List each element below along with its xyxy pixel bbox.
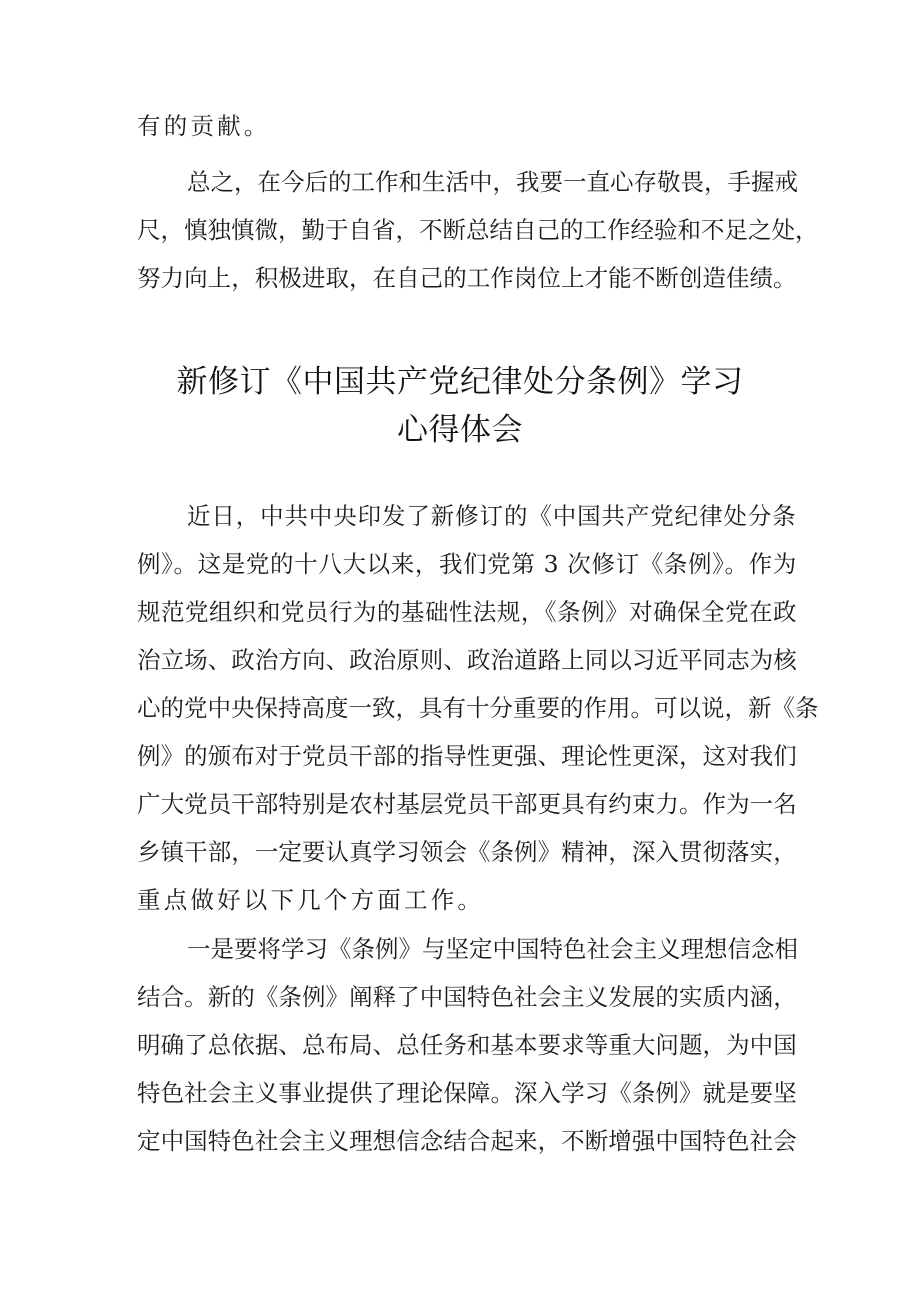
intro-continuation — [137, 102, 797, 150]
paragraph-line: 有的贡献。 — [137, 112, 271, 140]
paragraph-line: 例》的颁布对于党员干部的指导性更强、理论性更深，这对我们 — [137, 742, 797, 770]
article-title-line-1: 新修订《中国共产党纪律处分条例》学习 — [176, 364, 744, 400]
paragraph-line: 广大党员干部特别是农村基层党员干部更具有约束力。作为一名 — [137, 790, 797, 818]
paragraph-line: 重点做好以下几个方面工作。 — [137, 886, 485, 914]
body-paragraph-1 — [137, 492, 819, 924]
paragraph-line: 明确了总依据、总布局、总任务和基本要求等重大问题，为中国 — [137, 1031, 797, 1059]
paragraph-line: 总之，在今后的工作和生活中，我要一直心存敬畏，手握戒 — [187, 168, 798, 196]
paragraph-line: 规范党组织和党员行为的基础性法规，《条例》对确保全党在政 — [137, 598, 798, 626]
paragraph-line: 定中国特色社会主义理想信念结合起来，不断增强中国特色社会 — [137, 1127, 797, 1155]
paragraph-line: 乡镇干部，一定要认真学习领会《条例》精神，深入贯彻落实， — [137, 838, 797, 866]
paragraph-line: 治立场、政治方向、政治原则、政治道路上同以习近平同志为核 — [137, 646, 797, 674]
paragraph-line: 尺，慎独慎微，勤于自省，不断总结自己的工作经验和不足之处， — [137, 216, 819, 244]
paragraph-line: 近日，中共中央印发了新修订的《中国共产党纪律处分条 — [187, 502, 797, 530]
paragraph-line: 一是要将学习《条例》与坚定中国特色社会主义理想信念相 — [187, 935, 798, 963]
body-paragraph-2 — [137, 925, 797, 1165]
paragraph-line: 特色社会主义事业提供了理论保障。深入学习《条例》就是要坚 — [137, 1079, 797, 1107]
conclusion-paragraph — [137, 158, 819, 302]
paragraph-line: 努力向上，积极进取，在自己的工作岗位上才能不断创造佳绩。 — [137, 264, 797, 292]
paragraph-line: 心的党中央保持高度一致，具有十分重要的作用。可以说，新《条 — [137, 694, 819, 722]
paragraph-line: 结合。新的《条例》阐释了中国特色社会主义发展的实质内涵， — [137, 983, 797, 1011]
paragraph-line: 例》。这是党的十八大以来，我们党第 3 次修订《条例》。作为 — [137, 550, 797, 578]
article-title-line-2: 心得体会 — [397, 412, 523, 448]
